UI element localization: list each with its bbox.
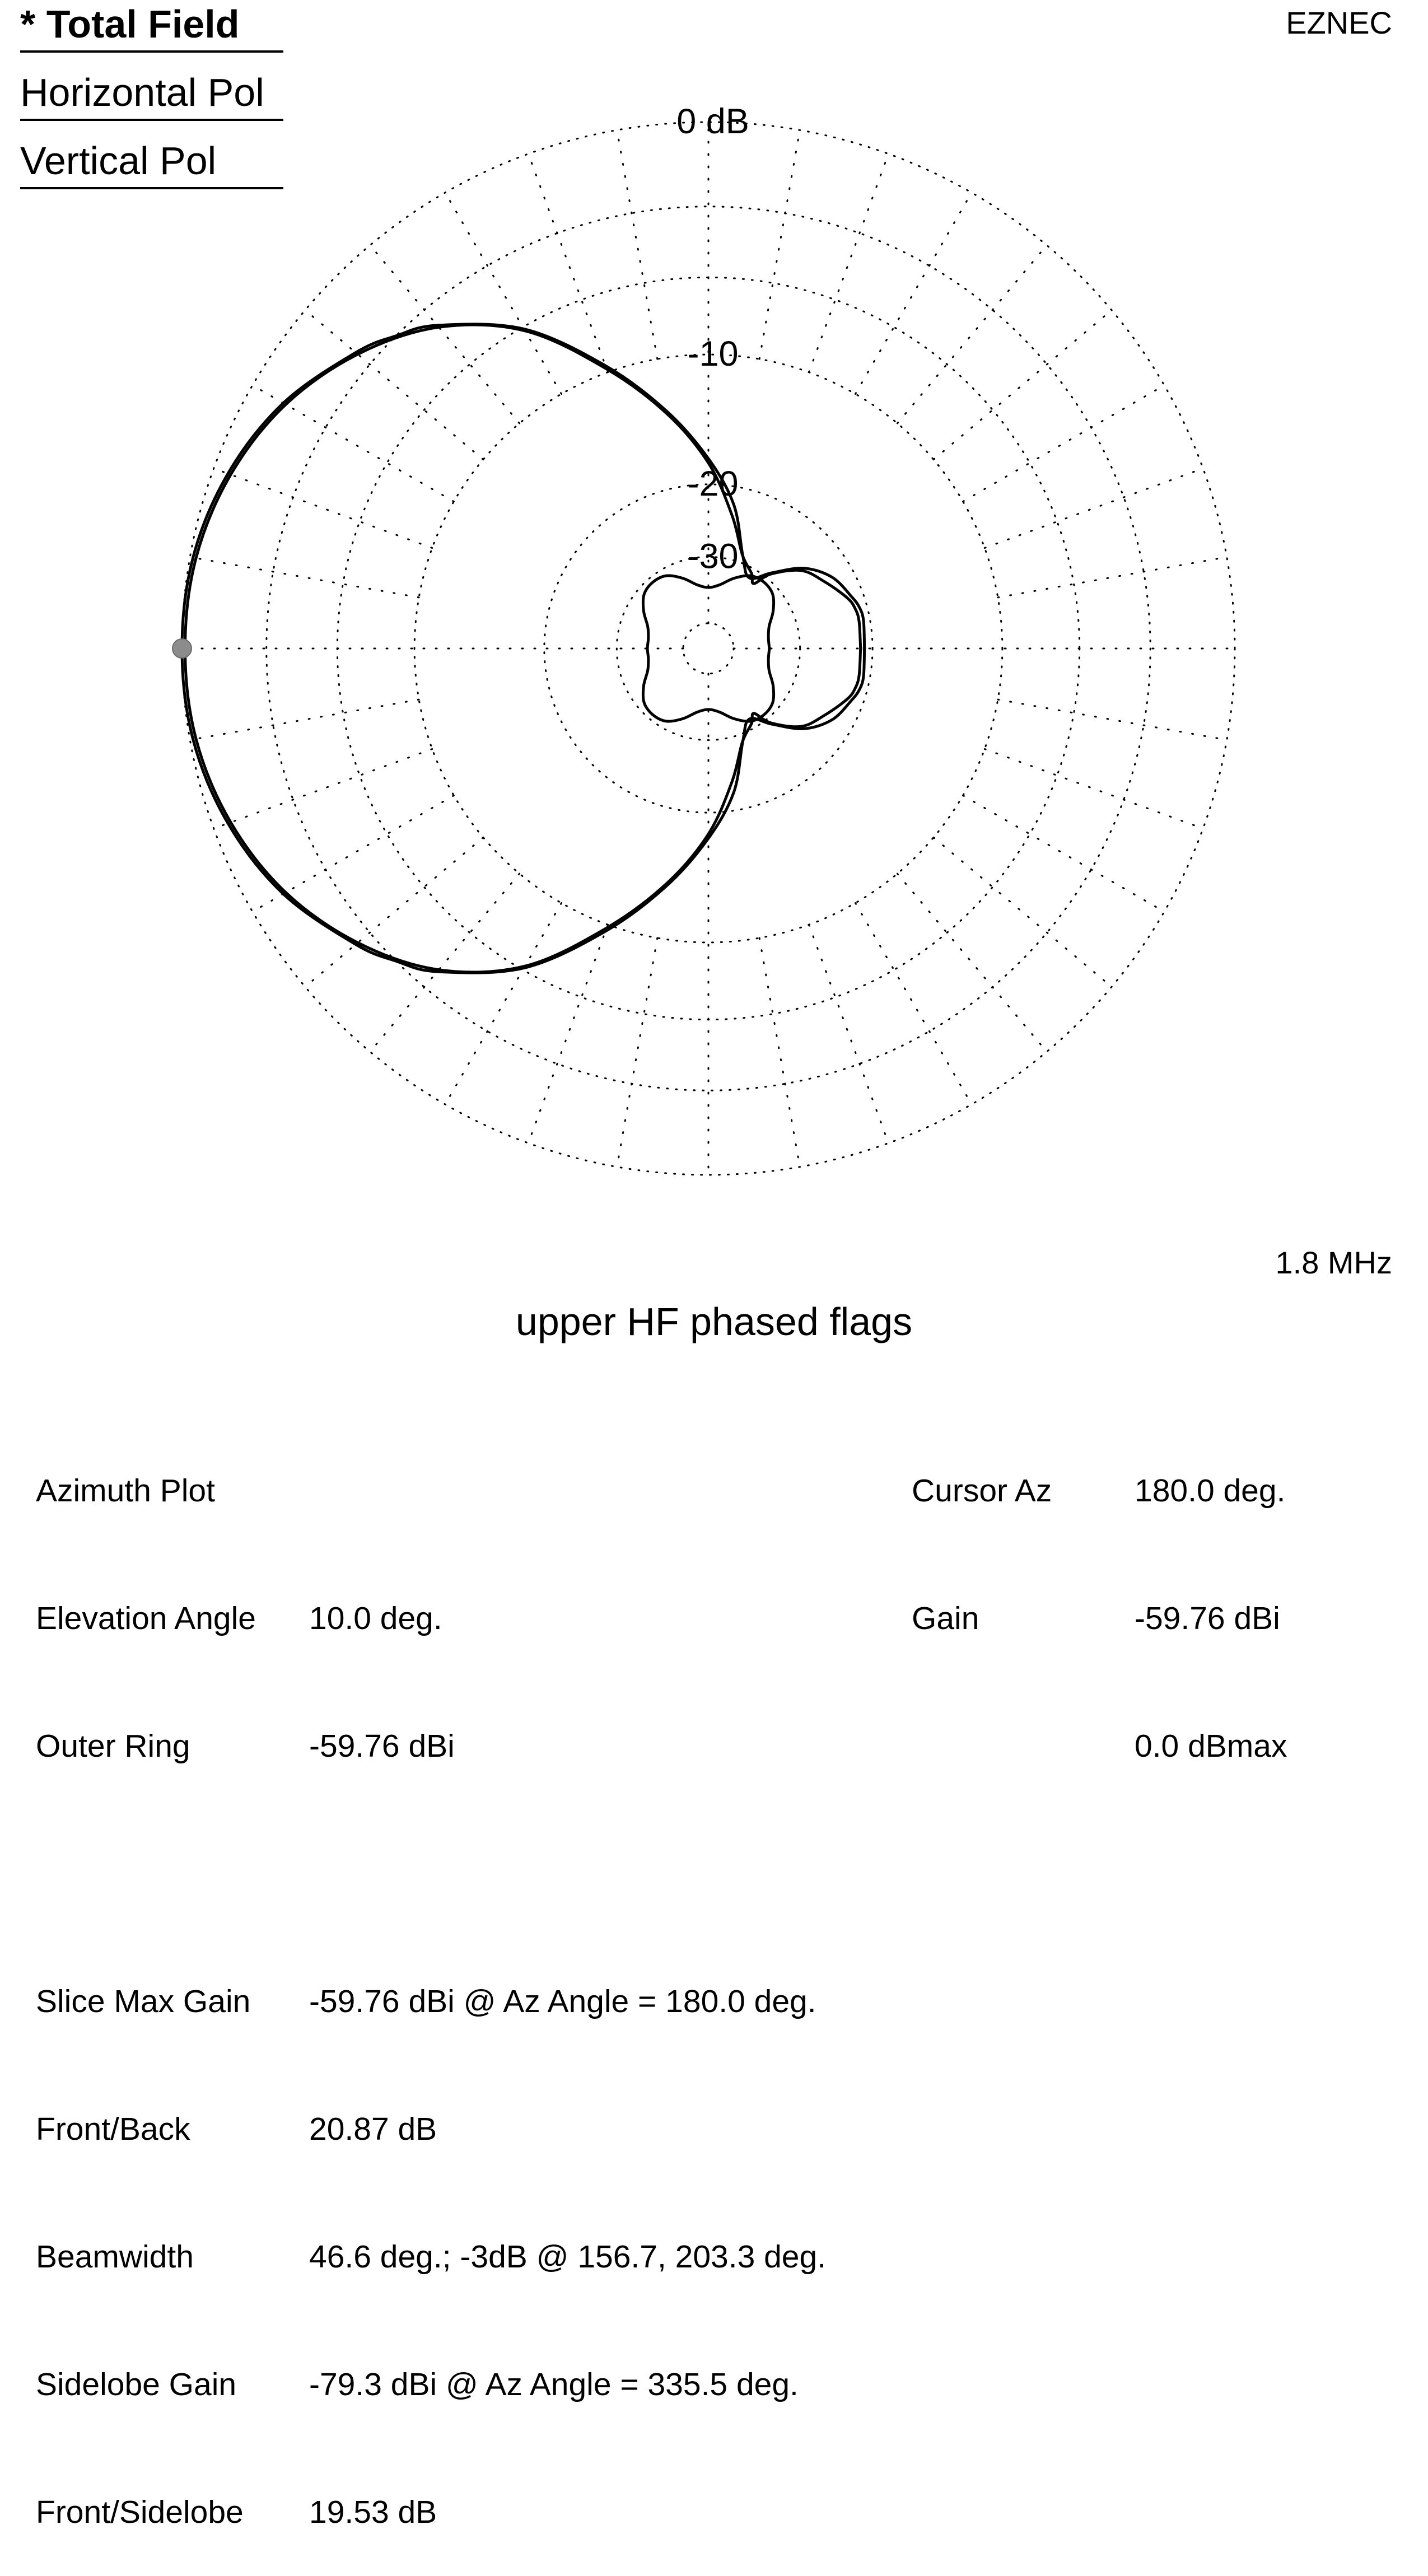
grid-ring xyxy=(544,484,872,813)
info-label: Sidelobe Gain xyxy=(36,2367,237,2402)
info-label: Outer Ring xyxy=(36,1728,190,1764)
info-value: -59.76 dBi xyxy=(1135,1600,1280,1636)
grid-ring xyxy=(182,122,1235,1175)
grid-radial xyxy=(529,925,608,1143)
info-value: -79.3 dBi @ Az Angle = 335.5 deg. xyxy=(309,2367,799,2402)
info-value: 0.0 dBmax xyxy=(1135,1728,1287,1764)
grid-radial xyxy=(897,245,1047,423)
info-label: Gain xyxy=(912,1600,979,1636)
frequency-label: 1.8 MHz xyxy=(1275,1245,1392,1280)
ring-label: -10 xyxy=(687,334,739,374)
grid-radial xyxy=(370,874,520,1052)
info-value: 20.87 dB xyxy=(309,2111,437,2147)
info-value: 10.0 deg. xyxy=(309,1600,442,1636)
grid-radial xyxy=(984,749,1203,829)
info-value: 46.6 deg.; -3dB @ 156.7, 203.3 deg. xyxy=(309,2239,827,2275)
grid-radial xyxy=(855,903,972,1104)
grid-radial xyxy=(998,557,1227,598)
info-label: Azimuth Plot xyxy=(36,1473,215,1509)
grid-radial xyxy=(214,469,432,548)
info-label xyxy=(912,1725,1052,1767)
info-left-values xyxy=(309,1384,826,2576)
grid-ring xyxy=(617,557,800,740)
legend-horizontal-pol[interactable]: Horizontal Pol xyxy=(20,73,283,121)
info-value xyxy=(309,1469,826,1512)
polar-grid xyxy=(182,122,1235,1175)
grid-radial xyxy=(963,795,1164,912)
grid-radial xyxy=(934,837,1112,987)
grid-radial xyxy=(445,903,562,1104)
info-value: -59.76 dBi @ Az Angle = 180.0 deg. xyxy=(309,1984,816,2019)
grid-radial xyxy=(809,154,889,372)
grid-radial xyxy=(759,130,800,359)
grid-radial xyxy=(529,154,608,372)
grid-radial xyxy=(305,837,483,987)
info-label: Slice Max Gain xyxy=(36,1984,251,2019)
grid-radial xyxy=(934,310,1112,460)
info-right-values xyxy=(1135,1384,1287,1810)
grid-radial xyxy=(759,938,800,1167)
plot-title: upper HF phased flags xyxy=(515,1300,913,1343)
grid-radial xyxy=(190,557,419,598)
grid-radial xyxy=(370,245,520,423)
legend-vertical-pol[interactable]: Vertical Pol xyxy=(20,141,283,189)
grid-radial xyxy=(214,749,432,829)
cursor-marker[interactable] xyxy=(172,639,192,658)
info-label: Front/Sidelobe xyxy=(36,2494,244,2530)
grid-radial xyxy=(809,925,889,1143)
grid-radial xyxy=(855,193,972,394)
ring-label: 0 dB xyxy=(676,102,749,141)
info-label xyxy=(36,1852,256,1895)
info-label: Beamwidth xyxy=(36,2239,194,2275)
grid-radial xyxy=(984,469,1203,548)
info-label: Elevation Angle xyxy=(36,1600,256,1636)
grid-radial xyxy=(190,699,419,740)
info-value xyxy=(309,1852,826,1895)
info-left-labels xyxy=(36,1384,256,2576)
grid-radial xyxy=(617,130,657,359)
ring-labels xyxy=(676,102,749,576)
grid-radial xyxy=(617,938,657,1167)
grid-radial xyxy=(445,193,562,394)
grid-radial xyxy=(305,310,483,460)
info-right-labels xyxy=(912,1384,1052,1810)
ring-label: -20 xyxy=(687,464,739,503)
info-value: -59.76 dBi xyxy=(309,1728,455,1764)
grid-radial xyxy=(998,699,1227,740)
grid-ring xyxy=(683,623,734,674)
legend-total-field[interactable]: * Total Field xyxy=(20,4,283,53)
grid-radial xyxy=(897,874,1047,1052)
grid-radial xyxy=(963,385,1164,502)
info-label: Front/Back xyxy=(36,2111,190,2147)
info-value: 180.0 deg. xyxy=(1135,1473,1286,1509)
brand-label: EZNEC xyxy=(1286,5,1392,40)
grid-ring xyxy=(414,354,1002,942)
ring-label: -30 xyxy=(687,536,739,576)
info-value: 19.53 dB xyxy=(309,2494,437,2530)
info-label: Cursor Az xyxy=(912,1473,1052,1509)
